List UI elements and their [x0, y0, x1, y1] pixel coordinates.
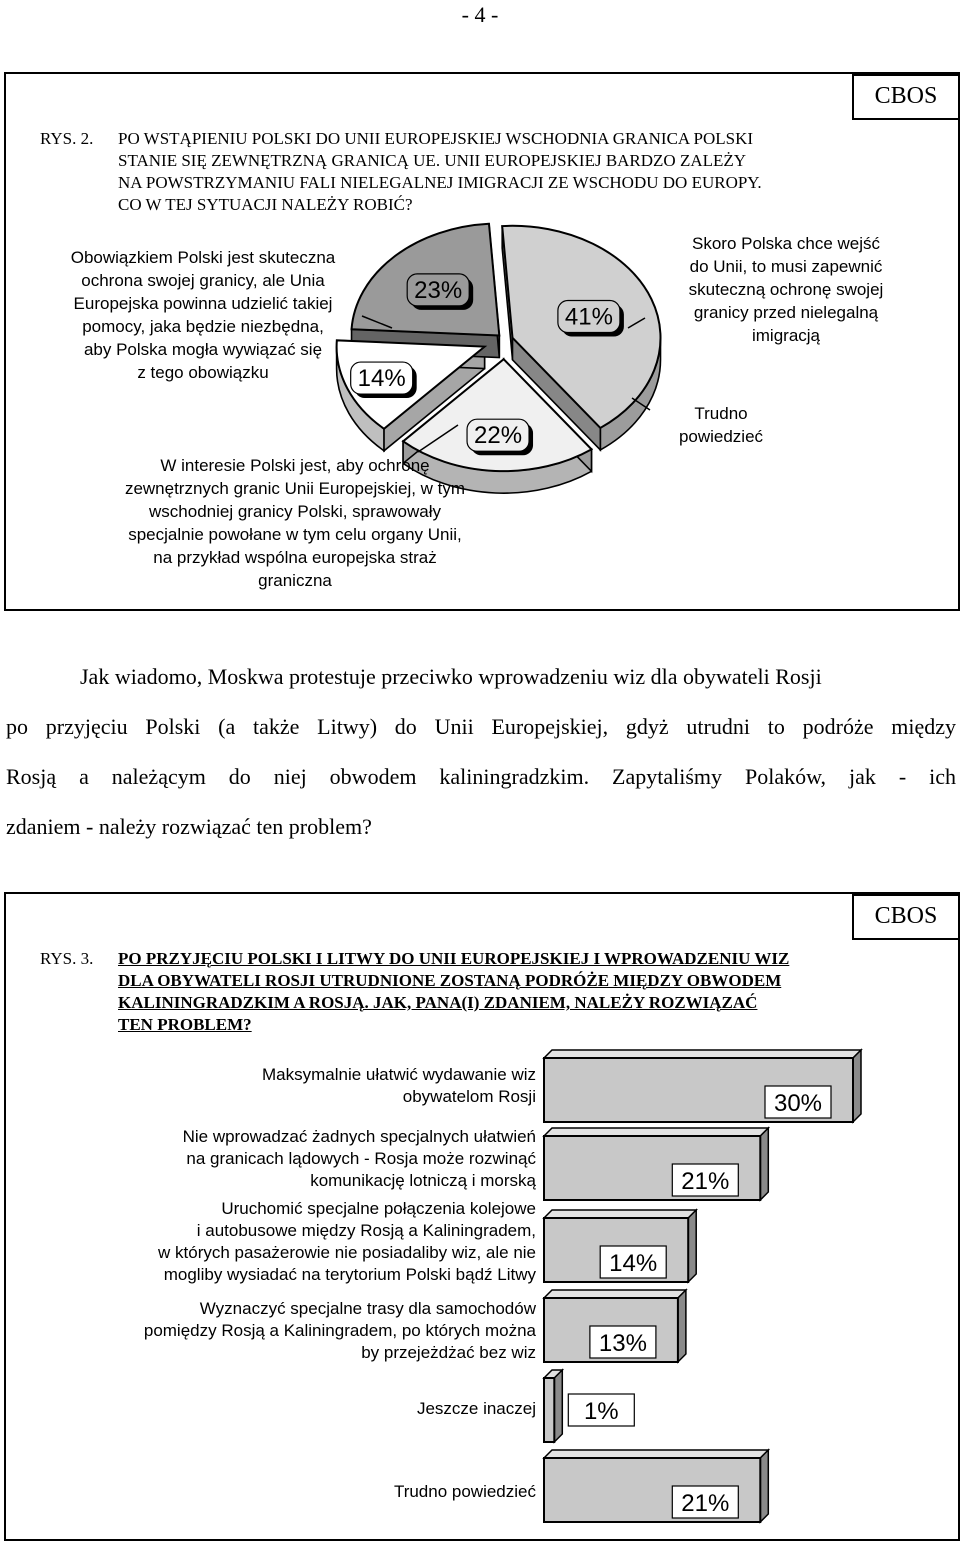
bar-value-label: 30%	[773, 1090, 823, 1117]
paragraph-line: zdaniem - należy rozwiązać ten problem?	[6, 814, 372, 839]
figure-3-title-line: TEN PROBLEM?	[118, 1015, 252, 1034]
pie-label-line: z tego obowiązku	[137, 363, 269, 382]
figure-3-title-line: DLA OBYWATELI ROSJI UTRUDNIONE ZOSTANĄ PODRÓŻE MIĘDZY OBWODEM	[118, 971, 782, 990]
bar-top-face	[544, 1290, 686, 1298]
pie-label-line: skuteczną ochronę swojej	[688, 280, 884, 299]
figure-2-number: RYS. 2.	[40, 129, 94, 148]
bar	[544, 1378, 554, 1442]
figure-3-cbos-badge: CBOS	[852, 894, 960, 940]
pie-label-line: granicy przed nielegalną	[693, 303, 879, 322]
bar-side-face	[554, 1370, 562, 1442]
figure-2-title-line: NA POWSTRZYMANIU FALI NIELEGALNEJ IMIGRACJI ZE WSCHODU DO EUROPY.	[118, 173, 762, 192]
bar-category-label: Maksymalnie ułatwić wydawanie wiz obywatelom Rosji	[262, 1065, 536, 1106]
bar-side-face	[760, 1128, 768, 1200]
bar-category-label: Trudno powiedzieć	[393, 1482, 536, 1501]
pie-value-label: 14%	[357, 365, 406, 393]
bar-category-label: Uruchomić specjalne połączenia kolejowe i autobusowe między Rosją a Kaliningradem, w których pasażerowie nie posiadaliby wiz, ale nie mogliby wysiadać na terytorium Polski bądź Litwy	[158, 1199, 536, 1284]
bar-top-face	[544, 1210, 696, 1218]
pie-label-line: ochrona swojej granicy, ale Unia	[81, 271, 325, 290]
bar-side-face	[688, 1210, 696, 1282]
pie-label-line: aby Polska mogła wywiązać się	[83, 340, 323, 359]
figure-2-title-line: CO W TEJ SYTUACJI NALEŻY ROBIĆ?	[118, 195, 413, 214]
bar-top-face	[544, 1128, 768, 1136]
figure-2-cbos-badge: CBOS	[852, 74, 960, 120]
bar-side-face	[678, 1290, 686, 1362]
bar-category-label: Wyznaczyć specjalne trasy dla samochodów pomiędzy Rosją a Kaliningradem, po których można by przejeżdżać bez wiz	[143, 1299, 536, 1362]
paragraph-line: Jak wiadomo, Moskwa protestuje przeciwko wprowadzeniu wiz dla obywateli Rosji	[80, 664, 822, 689]
pie-label-line: Europejska powinna udzielić takiej	[73, 294, 333, 313]
pie-label-line: pomocy, jaka będzie niezbędna,	[82, 317, 324, 336]
pie-label-line: wschodniej granicy Polski, sprawowały	[149, 502, 441, 521]
paragraph-line: po przyjęciu Polski (a także Litwy) do Unii Europejskiej, gdyż utrudni to podróże między	[6, 714, 956, 739]
bar-value-label: 1%	[583, 1398, 619, 1425]
bar-value-label: 13%	[598, 1330, 647, 1357]
bar-value-label: 21%	[681, 1490, 730, 1517]
bar-top-face	[544, 1450, 768, 1458]
pie-value-label: 41%	[564, 303, 613, 331]
pie-label-line: powiedzieć	[678, 427, 764, 446]
bar-top-face	[544, 1050, 861, 1058]
pie-label-line: Obowiązkiem Polski jest skuteczna	[70, 248, 336, 267]
paragraph-line: Rosją a należącym do niej obwodem kaliningradzkim. Zapytaliśmy Polaków, jak - ich	[6, 764, 956, 789]
pie-label-line: zewnętrznych granic Unii Europejskiej, w tym	[124, 479, 466, 498]
bar-value-label: 14%	[609, 1250, 658, 1277]
pie-label-line: graniczna	[258, 571, 332, 590]
pie-label-line: do Unii, to musi zapewnić	[689, 257, 883, 276]
figure-3-title-line: KALININGRADZKIM A ROSJĄ. JAK, PANA(I) ZDANIEM, NALEŻY ROZWIĄZAĆ	[118, 993, 758, 1012]
pie-value-label: 22%	[474, 422, 523, 450]
figure-3-number: RYS. 3.	[40, 949, 94, 968]
figure-3-title-line: PO PRZYJĘCIU POLSKI I LITWY DO UNII EUROPEJSKIEJ I WPROWADZENIU WIZ	[118, 949, 790, 968]
bar-value-label: 21%	[681, 1168, 730, 1195]
figure-2-title-line: STANIE SIĘ ZEWNĘTRZNĄ GRANICĄ UE. UNII EUROPEJSKIEJ BARDZO ZALEŻY	[118, 151, 747, 170]
pie-value-label: 23%	[414, 276, 463, 304]
pie-label-line: Skoro Polska chce wejść	[691, 234, 881, 253]
bar-category-label: Jeszcze inaczej	[416, 1399, 536, 1418]
pie-label-line: W interesie Polski jest, aby ochronę	[160, 456, 430, 475]
pie-label-line: na przykład wspólna europejska straż	[153, 548, 437, 567]
pie-label-line: imigracją	[751, 326, 821, 345]
bar-side-face	[760, 1450, 768, 1522]
bar-side-face	[853, 1050, 861, 1122]
pie-label-line: specjalnie powołane w tym celu organy Unii,	[128, 525, 462, 544]
bar-category-label: Nie wprowadzać żadnych specjalnych ułatwień na granicach lądowych - Rosja może rozwinąć komunikację lotniczą i morską	[182, 1127, 536, 1190]
page-number: - 4 -	[461, 2, 499, 27]
pie-label-line: Trudno	[694, 404, 748, 423]
figure-2-title-line: PO WSTĄPIENIU POLSKI DO UNII EUROPEJSKIEJ WSCHODNIA GRANICA POLSKI	[118, 129, 754, 148]
